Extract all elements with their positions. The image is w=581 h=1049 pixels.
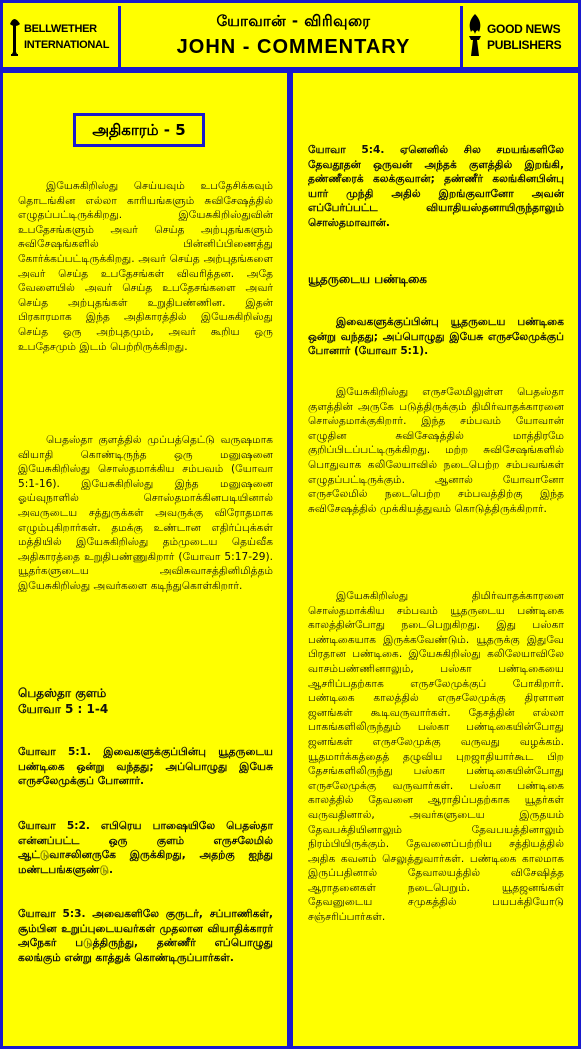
verse-5-4: யோவா 5:4. ஏனெனில் சில சமயங்களிலே தேவதூதன் ஒருவன் அந்தக் குளத்தில் இறங்கி, தண்ணீரைக் கலக்குவான்; தண்ணீர் கலங்கினபின்பு யார் முந்தி அதில் இறங்குவானோ அவன் எப்பேர்ப்பட்ட வியாதியஸ்தனாயிருந்தாலும் சொஸ்தமாவான். [308,144,564,229]
left-section-title: பெதஸ்தா குளம் [18,686,107,700]
bellwether-logo-line2: INTERNATIONAL [24,39,110,51]
bellwether-logo [6,6,121,70]
right-section-title: யூதருடைய பண்டிகை [308,272,427,286]
verse-5-3: யோவா 5:3. அவைகளிலே குருடர், சப்பாணிகள், சூம்பின உறுப்புடையவர்கள் முதலான வியாதிக்காரர் அநேகர் படுத்திருந்து, தண்ணீர் எப்பொழுது கலங்கும் என்று காத்துக் கொண்டிருப்பார்கள். [18,908,273,964]
right-paragraph-2: இயேசுகிறிஸ்து திமிர்வாதக்காரனை சொஸ்தமாக்கிய சம்பவம் யூதருடைய பண்டிகை காலத்தின்போது நடைபெறுகிறது. இது பஸ்கா பண்டிகையாக இருக்கவேண்டும். யூதருக்கு இதுவே பிரதான பண்டிகை. இயேசுகிறிஸ்து கலிலேயாவிலே வாசம்பண்ணினாலும், பஸ்கா பண்டிகையை ஆசரிப்பதற்காக எருசலேமுக்குப் போகிறார். பண்டிகை காலத்தில் எருசலேமுக்கு திரளான ஜனங்கள் கூடிவருவார்கள். தேசத்தின் எல்லா பாகங்களிலிருந்தும் பஸ்கா பண்டிகையின்போது ஜனங்கள் எருசலேமுக்கு வருவது வழக்கம். யூதமார்க்கத்தைத் தழுவிய புறஜாதியார்கூட பிற தேசங்களிலிருந்து பஸ்கா பண்டிகையின்போது எருசலேமுக்கு வருவார்கள். பஸ்கா பண்டிகை காலத்தில் தேவனை ஆராதிப்பதற்காக யூதர்கள் வருவதினால், அவர்களுடைய இருதயம் தேவபக்தியினாலும் தேவபயத்தினாலும் நிரம்பியிருக்கும். தேவனைப்பற்றிய சத்தியத்தில் அதிக கவனம் செலுத்துவார்கள். பண்டிகை காலமாக இருப்பதினால் தேவாலயத்தில் விசேஷித்த ஆராதனைகள் நடைபெறும். யூதஜனங்கள் தேவனுடைய சமுகத்தில் பயபக்தியோடு சஞ்சரிப்பார்கள். [308,590,564,924]
good-news-logo [460,6,575,70]
title-box [121,6,466,70]
left-section-reference: யோவா 5 : 1-4 [18,702,109,716]
left-paragraph-2: பெதஸ்தா குளத்தில் முப்பத்தெட்டு வருஷமாக வியாதி கொண்டிருந்த ஒரு மனுஷனை இயேசுகிறிஸ்து சொஸ்தமாக்கிய சம்பவம் (யோவா 5:1-16). இயேசுகிறிஸ்து இந்த மனுஷனை ஓய்வுநாளில் சொஸ்தமாக்கினபடியினால் அவருடைய சத்துருக்கள் அவருக்கு விரோதமாக எழும்புகிறார்கள். தமக்கு உண்டான எதிர்ப்புக்கள் மத்தியில் இயேசுகிறிஸ்து தம்முடைய தெய்வீக அதிகாரத்தை உறுதிபண்ணுகிறார் (யோவா 5:17-29). யூதர்களுடைய அவிசுவாசத்தினிமித்தம் இயேசுகிறிஸ்து அவர்களை கடிந்துகொள்கிறார். [18,434,273,592]
left-paragraph-1: இயேசுகிறிஸ்து செய்யவும் உபதேசிக்கவும் தொடங்கின எல்லா காரியங்களும் சுவிசேஷத்தில் எழுதப்பட்டிருக்கிறது. இயேசுகிறிஸ்துவின் உபதேசங்களும் அவர் செய்த அற்புதங்களும் சுவிசேஷங்களில் பின்னிப்பிணைத்து கோர்க்கப்பட்டிருக்கிறது. அவர் செய்த அற்புதங்களை அவர் செய்த உபதேசங்கள் விவரித்தன. அதே வேளையில் அவர் செய்த உபதேசங்களை அவர் செய்த அற்புதங்கள் உறுதிபண்ணின. இதன் பிரகாரமாக இந்த அதிகாரத்தில் இயேசுகிறிஸ்து செய்த ஒரு அற்புதமும், அவர் கூறிய ஒரு உபதேசமும் இடம் பெற்றிருக்கிறது. [18,180,273,353]
right-column [290,70,581,1049]
good-news-logo-line2: PUBLISHERS [487,38,562,52]
left-column [0,70,290,1049]
title-english: JOHN - COMMENTARY [176,36,411,58]
title-tamil: யோவான் - விரிவுரை [216,12,371,30]
verse-5-1-repeat: இவைகளுக்குப்பின்பு யூதருடைய பண்டிகை ஒன்று வந்தது; அப்பொழுது இயேசு எருசலேமுக்குப் போனார் (யோவா 5:1). [308,316,564,358]
good-news-logo-line1: GOOD NEWS [487,22,561,36]
header [0,0,581,70]
right-paragraph-1: இயேசுகிறிஸ்து எருசலேமிலுள்ள பெதஸ்தா குளத்தின் அருகே படுத்திருக்கும் திமிர்வாதக்காரனை சொஸ்தமாக்குகிறார். இந்த சம்பவம் யோவான் எழுதின சுவிசேஷத்தில் மாத்திரமே குறிப்பிடப்பட்டிருக்கிறது. மற்ற சுவிசேஷங்களில் பொதுவாக கலிலேயாவில் நடைபெற்ற சம்பவங்கள் எழுதப்பட்டிருக்கும். ஆனால் யோவானோ எருசலேமில் நடைபெற்ற சம்பவத்திற்கு இந்த சுவிசேஷத்தில் முக்கியத்துவம் கொடுத்திருக்கிறார். [308,386,564,515]
chapter-label: அதிகாரம் - 5 [73,113,205,147]
verse-5-1: யோவா 5:1. இவைகளுக்குப்பின்பு யூதருடைய பண்டிகை ஒன்று வந்தது; அப்பொழுது இயேசு எருசலேமுக்குப் போனார். [18,746,273,788]
bellwether-logo-line1: BELLWETHER [24,23,97,35]
verse-5-2: யோவா 5:2. எபிரெய பாஷையிலே பெதஸ்தா என்னப்பட்ட ஒரு குளம் எருசலேமில் ஆட்டுவாசலினருகே இருக்கிறது, அதற்கு ஐந்து மண்டபங்களுண்டு. [18,820,273,876]
